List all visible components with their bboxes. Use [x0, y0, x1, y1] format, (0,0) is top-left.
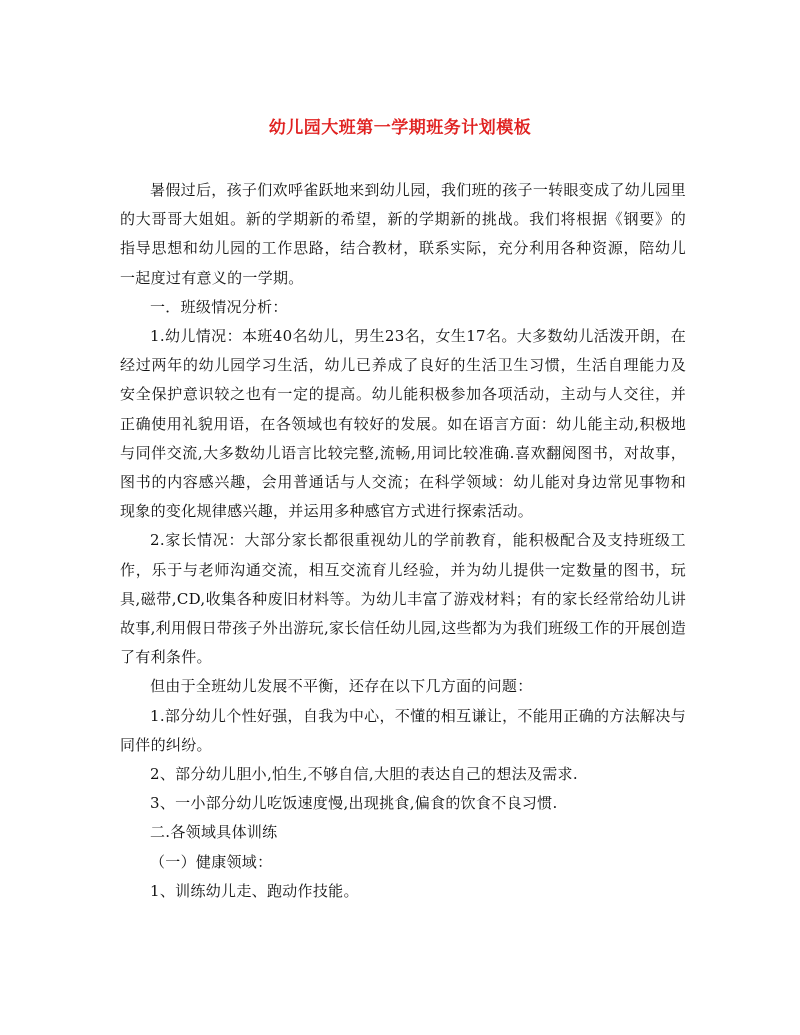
- document-title: 幼儿园大班第一学期班务计划模板: [268, 118, 532, 138]
- paragraph-children-situation: 1.幼儿情况：本班40名幼儿，男生23名，女生17名。大多数幼儿活泼开朗，在经过两年的幼儿园学习生活，幼儿已养成了良好的生活卫生习惯，生活自理能力及安全保护意识较之也有一定的提高。幼儿能积极参加各项活动，主动与人交往，并正确使用礼貌用语，在各领域也有较好的发展。如在语言方面：幼儿能主动,积极地与同伴交流,大多数幼儿语言比较完整,流畅,用词比较准确.喜欢翻阅图书，对故事，图书的内容感兴趣，会用普通话与人交流；在科学领域：幼儿能对身边常见事物和现象的变化规律感兴趣，并运用多种感官方式进行探索活动。: [120, 327, 686, 521]
- list-item-problem-2: 2、部分幼儿胆小,怕生,不够自信,大胆的表达自己的想法及需求.: [150, 765, 578, 784]
- list-item-health-1: 1、训练幼儿走、跑动作技能。: [150, 881, 359, 900]
- heading-domain-training: 二.各领域具体训练: [150, 823, 278, 842]
- list-item-problem-3: 3、一小部分幼儿吃饭速度慢,出现挑食,偏食的饮食不良习惯.: [150, 794, 558, 813]
- list-item-problem-1: 1.部分幼儿个性好强，自我为中心，不懂的相互谦让，不能用正确的方法解决与同伴的纠纷。: [120, 706, 686, 754]
- paragraph-parents-situation: 2.家长情况：大部分家长都很重视幼儿的学前教育，能积极配合及支持班级工作，乐于与老师沟通交流，相互交流育儿经验，并为幼儿提供一定数量的图书，玩具,磁带,CD,收集各种废旧材料等。为幼儿丰富了游戏材料；有的家长经常给幼儿讲故事,利用假日带孩子外出游玩,家长信任幼儿园,这些都为为我们班级工作的开展创造了有利条件。: [120, 531, 687, 667]
- paragraph-problems-intro: 但由于全班幼儿发展不平衡，还存在以下几方面的问题：: [150, 677, 533, 696]
- subheading-health-domain: （一）健康领域：: [150, 852, 273, 871]
- document-body: [120, 176, 686, 906]
- paragraph-intro: 暑假过后，孩子们欢呼雀跃地来到幼儿园，我们班的孩子一转眼变成了幼儿园里的大哥哥大姐姐。新的学期新的希望，新的学期新的挑战。我们将根据《钢要》的指导思想和幼儿园的工作思路，结合教材，联系实际，充分利用各种资源，陪幼儿一起度过有意义的一学期。: [120, 181, 686, 287]
- heading-class-analysis: 一．班级情况分析：: [150, 297, 288, 316]
